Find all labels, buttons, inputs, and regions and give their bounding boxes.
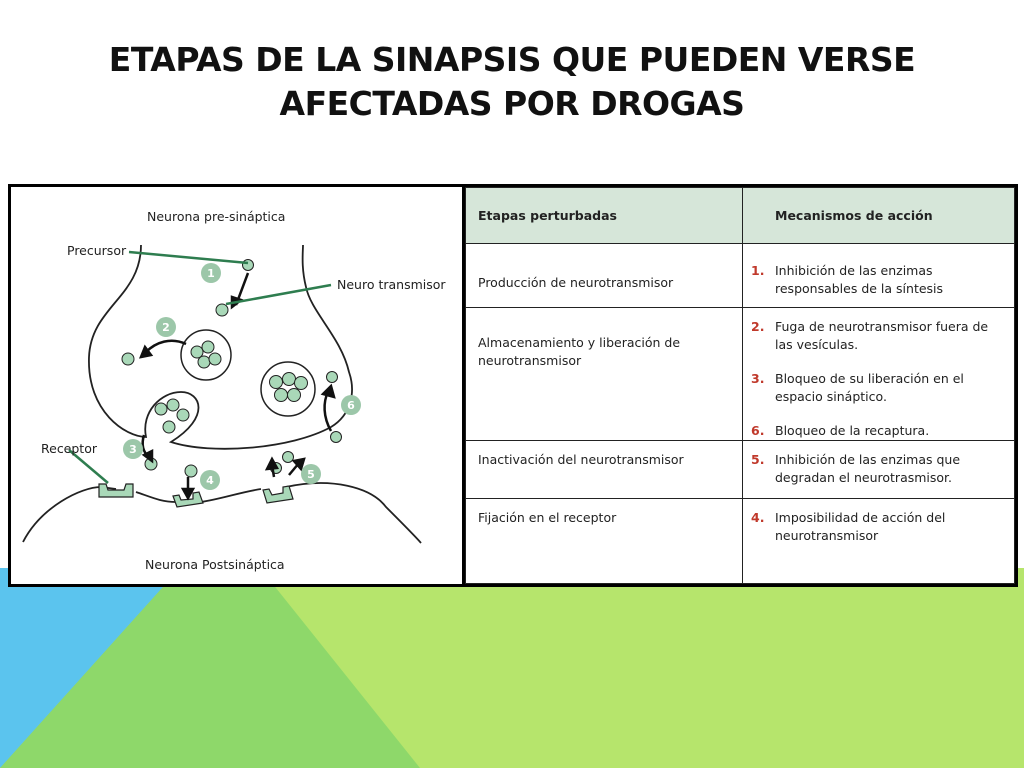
mechanisms-table (465, 187, 1015, 584)
background-shapes (0, 568, 1024, 768)
precursor-label: Precursor (67, 243, 127, 258)
step-3-label: 3 (129, 443, 137, 456)
vesicle-1 (181, 330, 231, 380)
mechanism-item: 1. Inhibición de las enzimas responsables de la síntesis (751, 263, 944, 296)
mechanism-item: 2. Fuga de neurotransmisor fuera de las vesículas. (751, 319, 989, 352)
step-4-label: 4 (206, 474, 214, 487)
table-row-stage: Inactivación del neurotransmisor (466, 441, 743, 499)
synapse-diagram (11, 187, 465, 584)
table-row-mechanisms (743, 441, 1015, 499)
table-row-mechanisms (743, 244, 1015, 308)
mechanism-item: 5. Inhibición de las enzimas que degradan el neurotrasmisor. (751, 452, 961, 485)
header-stages: Etapas perturbadas (466, 188, 743, 244)
postsynaptic-membrane (23, 483, 421, 543)
neurotransmitter-label: Neuro transmisor (337, 277, 446, 292)
table-row-stage: Fijación en el receptor (466, 499, 743, 584)
title-line-1: ETAPAS DE LA SINAPSIS QUE PUEDEN VERSE (108, 40, 916, 79)
postsynaptic-label: Neurona Postsináptica (145, 557, 285, 572)
receptor-label: Receptor (41, 441, 97, 456)
step-2-label: 2 (162, 321, 170, 334)
table-row-mechanisms (743, 308, 1015, 441)
vesicle-2-contents (270, 373, 308, 402)
mechanism-item: 3. Bloqueo de su liberación en el espacio sináptico. (751, 371, 964, 404)
mechanism-item: 6. Bloqueo de la recaptura. (751, 423, 930, 438)
vesicle-1-contents (191, 341, 221, 368)
page-title (0, 38, 1024, 126)
mechanism-item: 4. Imposibilidad de acción del neurotransmisor (751, 510, 946, 543)
synapse-figure (8, 184, 1018, 587)
step-6-label: 6 (347, 399, 355, 412)
step-markers (123, 263, 361, 490)
neurotransmitter-molecules (122, 260, 342, 478)
vesicle-2 (261, 362, 315, 416)
header-mechanisms: Mecanismos de acción (743, 188, 1015, 244)
table-row-stage: Almacenamiento y liberación de neurotransmisor (466, 308, 743, 441)
step-1-label: 1 (207, 267, 215, 280)
table-row-stage: Producción de neurotransmisor (466, 244, 743, 308)
step-5-label: 5 (307, 468, 315, 481)
presynaptic-label: Neurona pre-sináptica (147, 209, 286, 224)
table-row-mechanisms (743, 499, 1015, 584)
receptors (99, 484, 293, 507)
vesicle-3-contents (155, 399, 189, 433)
title-line-2: AFECTADAS POR DROGAS (279, 84, 745, 123)
